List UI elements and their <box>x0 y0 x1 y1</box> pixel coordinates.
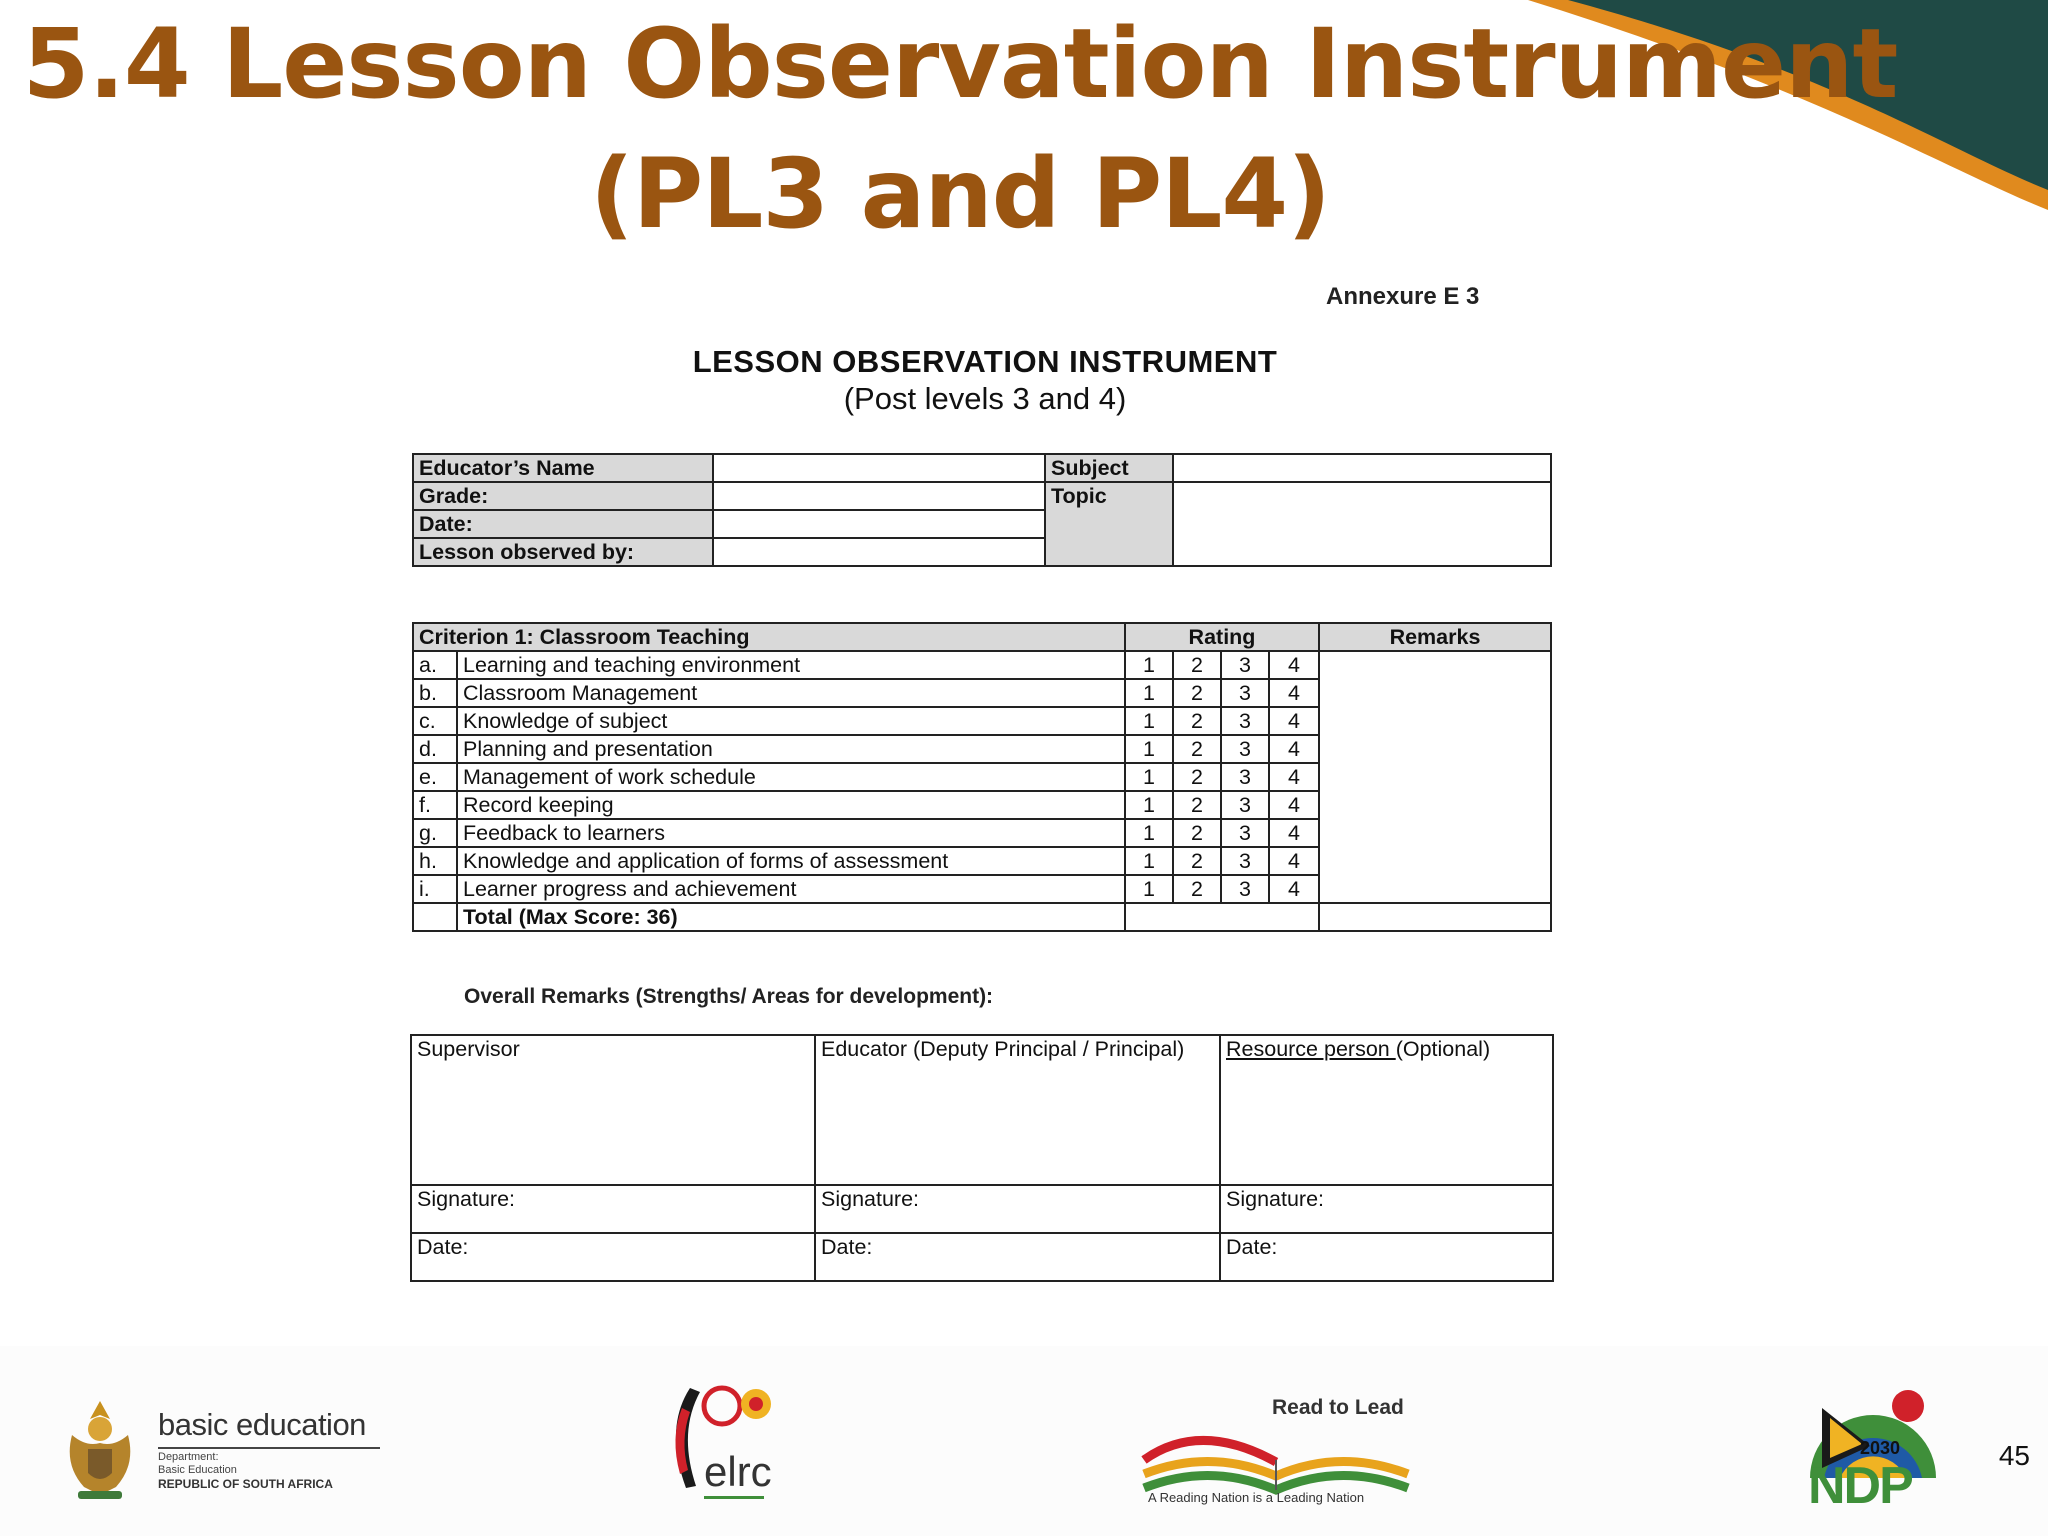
annexure-label: Annexure E 3 <box>1326 283 1480 310</box>
ndp-2030-logo <box>1800 1378 1946 1515</box>
date-label: Date: <box>821 1235 873 1259</box>
educator-cell[interactable] <box>815 1035 1220 1185</box>
overall-remarks-label: Overall Remarks (Strengths/ Areas for development): <box>464 985 994 1008</box>
criterion-label: Record keeping <box>457 791 1125 819</box>
rating-option-4[interactable]: 4 <box>1269 707 1319 735</box>
criterion-letter: b. <box>413 679 457 707</box>
criterion-table <box>412 622 1552 932</box>
basic-education-line: Basic Education <box>158 1464 237 1476</box>
rating-option-2[interactable]: 2 <box>1173 819 1221 847</box>
rating-option-4[interactable]: 4 <box>1269 763 1319 791</box>
criterion-label: Knowledge of subject <box>457 707 1125 735</box>
department-line: Department: <box>158 1451 219 1463</box>
signature-label: Signature: <box>417 1187 516 1211</box>
rating-option-4[interactable]: 4 <box>1269 679 1319 707</box>
rating-option-4[interactable]: 4 <box>1269 651 1319 679</box>
rating-option-2[interactable]: 2 <box>1173 679 1221 707</box>
educator-label: Educator (Deputy Principal / Principal) <box>821 1037 1185 1061</box>
educator-name-field[interactable] <box>713 454 1045 482</box>
observed-by-field[interactable] <box>713 538 1045 566</box>
criterion-label: Feedback to learners <box>457 819 1125 847</box>
rating-option-2[interactable]: 2 <box>1173 651 1221 679</box>
rating-header: Rating <box>1125 623 1319 651</box>
supervisor-cell[interactable] <box>411 1035 815 1185</box>
rating-option-3[interactable]: 3 <box>1221 819 1269 847</box>
elrc-underline <box>704 1496 764 1499</box>
supervisor-label: Supervisor <box>417 1037 520 1061</box>
rating-option-2[interactable]: 2 <box>1173 875 1221 903</box>
rating-option-1[interactable]: 1 <box>1125 847 1173 875</box>
rating-option-3[interactable]: 3 <box>1221 679 1269 707</box>
criterion-label: Planning and presentation <box>457 735 1125 763</box>
subject-label: Subject <box>1045 454 1173 482</box>
resource-optional-label: (Optional) <box>1395 1037 1491 1061</box>
rating-option-3[interactable]: 3 <box>1221 707 1269 735</box>
slide-title-line2: (PL3 and PL4) <box>589 138 1331 250</box>
criterion-letter: c. <box>413 707 457 735</box>
logo-divider <box>158 1447 380 1449</box>
rating-option-2[interactable]: 2 <box>1173 735 1221 763</box>
coat-of-arms-icon <box>58 1395 142 1505</box>
page-number: 45 <box>1998 1440 2030 1471</box>
date-label: Date: <box>1226 1235 1278 1259</box>
rating-option-4[interactable]: 4 <box>1269 875 1319 903</box>
supervisor-date-field[interactable] <box>411 1233 815 1281</box>
subject-field[interactable] <box>1173 454 1551 482</box>
topic-field[interactable] <box>1173 482 1551 566</box>
resource-date-field[interactable] <box>1220 1233 1553 1281</box>
document-title: LESSON OBSERVATION INSTRUMENT <box>692 344 1278 379</box>
rating-option-3[interactable]: 3 <box>1221 651 1269 679</box>
resource-signature-field[interactable] <box>1220 1185 1553 1233</box>
rating-option-1[interactable]: 1 <box>1125 707 1173 735</box>
basic-education-logo <box>58 1395 378 1505</box>
criterion-rows <box>413 651 1551 903</box>
rating-option-4[interactable]: 4 <box>1269 847 1319 875</box>
elrc-name: elrc <box>704 1448 772 1495</box>
criterion-label: Learning and teaching environment <box>457 651 1125 679</box>
rating-option-3[interactable]: 3 <box>1221 875 1269 903</box>
rating-option-4[interactable]: 4 <box>1269 819 1319 847</box>
remarks-field[interactable] <box>1319 651 1551 903</box>
signoff-table <box>410 1034 1554 1282</box>
rating-option-1[interactable]: 1 <box>1125 735 1173 763</box>
rating-option-2[interactable]: 2 <box>1173 707 1221 735</box>
criterion-letter: e. <box>413 763 457 791</box>
resource-person-cell[interactable] <box>1220 1035 1553 1185</box>
educator-signature-field[interactable] <box>815 1185 1220 1233</box>
educator-name-label: Educator’s Name <box>413 454 713 482</box>
signature-label: Signature: <box>821 1187 920 1211</box>
criterion-letter: d. <box>413 735 457 763</box>
rating-option-3[interactable]: 3 <box>1221 763 1269 791</box>
educator-date-field[interactable] <box>815 1233 1220 1281</box>
rating-option-1[interactable]: 1 <box>1125 791 1173 819</box>
total-letter-cell <box>413 903 457 931</box>
read-to-lead-tagline: A Reading Nation is a Leading Nation <box>1148 1490 1365 1505</box>
rating-option-4[interactable]: 4 <box>1269 735 1319 763</box>
ndp-year: 2030 <box>1860 1438 1901 1458</box>
republic-line: REPUBLIC OF SOUTH AFRICA <box>158 1477 333 1491</box>
total-label: Total (Max Score: 36) <box>457 903 1125 931</box>
total-score-field[interactable] <box>1125 903 1319 931</box>
supervisor-signature-field[interactable] <box>411 1185 815 1233</box>
date-field[interactable] <box>713 510 1045 538</box>
rating-option-1[interactable]: 1 <box>1125 679 1173 707</box>
total-remarks-field[interactable] <box>1319 903 1551 931</box>
rating-option-2[interactable]: 2 <box>1173 847 1221 875</box>
criterion-letter: i. <box>413 875 457 903</box>
date-label: Date: <box>417 1235 469 1259</box>
resource-person-label: Resource person <box>1226 1037 1396 1061</box>
criterion-letter: h. <box>413 847 457 875</box>
grade-label: Grade: <box>413 482 713 510</box>
rating-option-3[interactable]: 3 <box>1221 735 1269 763</box>
criterion-letter: g. <box>413 819 457 847</box>
rating-option-2[interactable]: 2 <box>1173 791 1221 819</box>
elrc-logo <box>660 1378 780 1508</box>
criterion-label: Classroom Management <box>457 679 1125 707</box>
rating-option-1[interactable]: 1 <box>1125 651 1173 679</box>
criterion-letter: a. <box>413 651 457 679</box>
remarks-header: Remarks <box>1319 623 1551 651</box>
slide-title-line1: 5.4 Lesson Observation Instrument <box>22 8 1898 120</box>
rating-option-3[interactable]: 3 <box>1221 847 1269 875</box>
criterion-letter: f. <box>413 791 457 819</box>
criterion-header: Criterion 1: Classroom Teaching <box>413 623 1125 651</box>
criterion-label: Knowledge and application of forms of assessment <box>457 847 1125 875</box>
signature-label: Signature: <box>1226 1187 1325 1211</box>
criterion-row <box>413 651 1551 679</box>
rating-option-4[interactable]: 4 <box>1269 791 1319 819</box>
document-subtitle: (Post levels 3 and 4) <box>843 381 1127 416</box>
observed-by-label: Lesson observed by: <box>413 538 713 566</box>
rating-option-1[interactable]: 1 <box>1125 763 1173 791</box>
date-label: Date: <box>413 510 713 538</box>
ndp-name: NDP <box>1808 1457 1912 1515</box>
read-to-lead-name: Read to Lead <box>1272 1396 1404 1419</box>
rating-option-2[interactable]: 2 <box>1173 763 1221 791</box>
basic-education-name: basic education <box>158 1407 366 1442</box>
grade-field[interactable] <box>713 482 1045 510</box>
criterion-label: Management of work schedule <box>457 763 1125 791</box>
rating-option-3[interactable]: 3 <box>1221 791 1269 819</box>
read-to-lead-logo <box>1140 1390 1415 1510</box>
rating-option-1[interactable]: 1 <box>1125 819 1173 847</box>
rating-option-1[interactable]: 1 <box>1125 875 1173 903</box>
educator-info-table <box>412 453 1552 567</box>
criterion-label: Learner progress and achievement <box>457 875 1125 903</box>
topic-label: Topic <box>1045 482 1173 566</box>
